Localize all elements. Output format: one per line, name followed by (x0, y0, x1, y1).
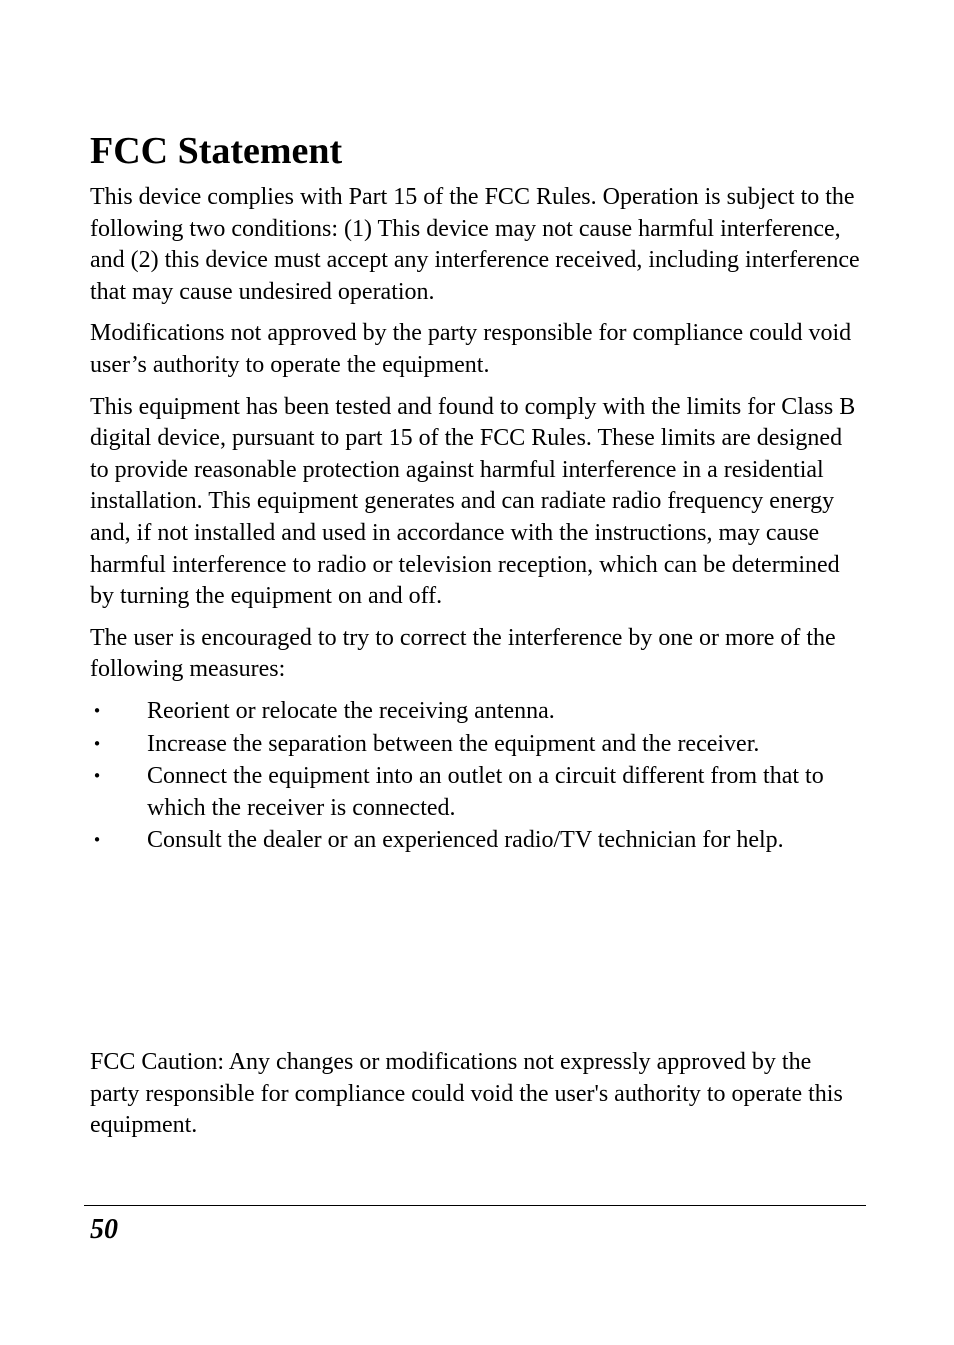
modifications-paragraph: Modifications not approved by the party responsible for compliance could void user’s authority to operate the equipment. (90, 320, 852, 378)
bullet-icon: • (92, 767, 102, 786)
fcc-caution-paragraph: FCC Caution: Any changes or modifications not expressly approved by the party responsible for compliance could void the user's authority to operate this equipment. (90, 1049, 843, 1139)
list-item (90, 729, 862, 761)
footer-divider (84, 1205, 866, 1206)
compliance-paragraph: This device complies with Part 15 of the FCC Rules. Operation is subject to the following two conditions: (1) This device may not cause harmful interference, and (2) this device must accept any interference received, including interference that may cause undesired operation. (90, 184, 860, 305)
measures-list (90, 696, 862, 857)
list-item (90, 825, 862, 857)
bullet-icon: • (92, 701, 102, 720)
page-title: FCC Statement (90, 130, 343, 172)
list-item-text: Increase the separation between the equipment and the receiver. (147, 730, 760, 757)
list-item-text: Connect the equipment into an outlet on a circuit different from that to which the receiver is connected. (147, 763, 824, 821)
page-number: 50 (90, 1214, 118, 1245)
list-item-text: Reorient or relocate the receiving antenna. (147, 697, 555, 724)
list-item (90, 761, 862, 824)
list-item-text: Consult the dealer or an experienced radio/TV technician for help. (147, 827, 784, 854)
fcc-statement-section (90, 128, 862, 858)
list-item (90, 696, 862, 728)
measures-intro-paragraph: The user is encouraged to try to correct the interference by one or more of the following measures: (90, 624, 836, 683)
class-b-paragraph: This equipment has been tested and found to comply with the limits for Class B digital device, pursuant to part 15 of the FCC Rules. These limits are designed to provide reasonable protection against harmful interference in a residential installation. This equipment generates and can radiate radio frequency energy and, if not installed and used in accordance with the instructions, may cause harmful interference to radio or television reception, which can be determined by turning the equipment on and off. (90, 393, 856, 610)
bullet-icon: • (92, 734, 102, 753)
bullet-icon: • (92, 831, 102, 850)
